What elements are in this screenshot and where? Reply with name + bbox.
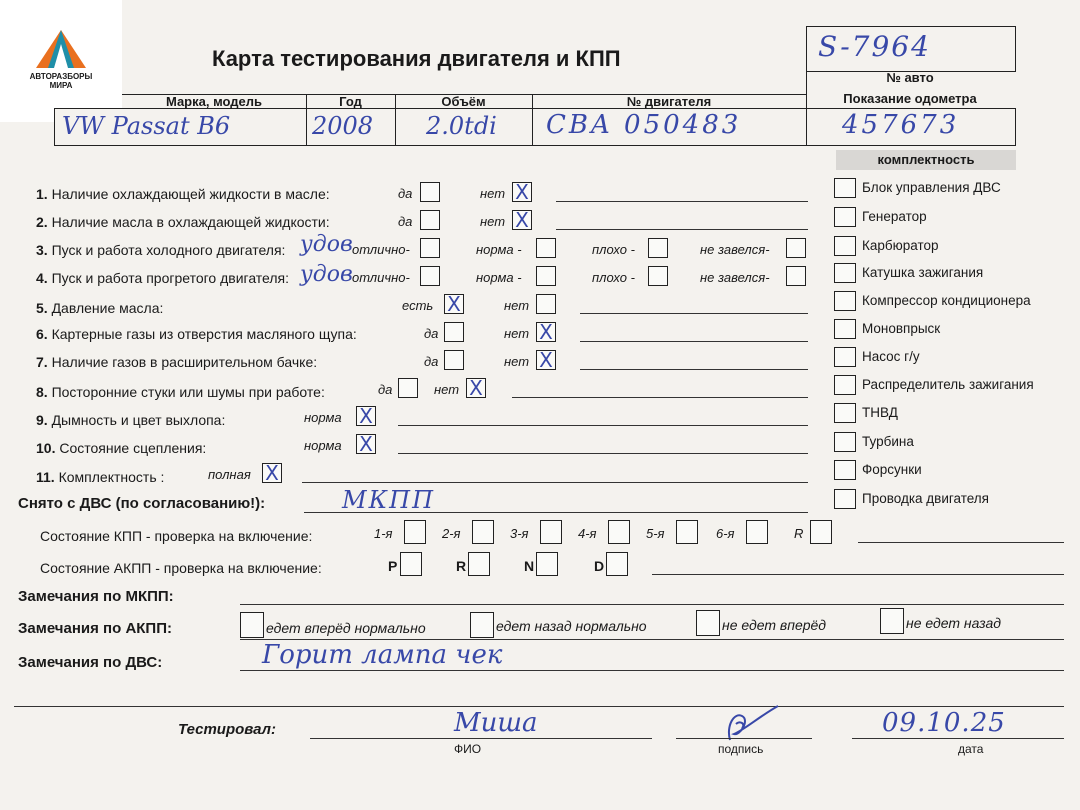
q11-text (36, 469, 164, 485)
engine-no-label: № двигателя (626, 94, 712, 109)
date-label: дата (958, 742, 984, 756)
kpp-gear-checkbox[interactable] (404, 520, 426, 544)
komp-item-label: Катушка зажигания (862, 265, 984, 280)
q1-yes-checkbox[interactable] (420, 182, 440, 202)
akpp-line (652, 574, 1064, 575)
q7-no-checkbox[interactable]: X (536, 350, 556, 370)
komp-item-label: Проводка двигателя (862, 491, 989, 506)
q7-label: Наличие газов в расширительном бачке: (51, 354, 318, 370)
col-divider-4 (806, 70, 807, 146)
komp-item-checkbox[interactable] (834, 432, 856, 452)
q1-no-label: нет (480, 186, 506, 201)
q4-opt2-checkbox[interactable] (536, 266, 556, 286)
tested-label: Тестировал: (178, 721, 276, 738)
q3-opt1: отлично- (352, 242, 410, 257)
q9-label: Дымность и цвет выхлопа: (51, 412, 226, 428)
q10-label: Состояние сцепления: (59, 440, 207, 456)
q10-text (36, 440, 206, 456)
make-value: VW Passat B6 (62, 112, 231, 140)
volume-value: 2.0tdi (426, 112, 497, 140)
q5-num: 5. (36, 300, 48, 316)
volume-label: Объём (441, 94, 486, 109)
akpp-no-back-checkbox[interactable] (880, 608, 904, 634)
akpp-no-fwd-label: не едет вперёд (722, 617, 827, 633)
q2-yes-checkbox[interactable] (420, 210, 440, 230)
q8-text (36, 384, 325, 400)
q8-no-label: нет (434, 382, 460, 397)
q8-yes-checkbox[interactable] (398, 378, 418, 398)
komp-item-label: Генератор (862, 209, 927, 224)
kpp-label: Состояние КПП - проверка на включение: (40, 528, 313, 544)
q1-text (36, 186, 330, 202)
q4-opt4: не завелся- (700, 270, 770, 285)
kpp-gear-label: 5-я (646, 526, 665, 541)
kpp-gear-label: 4-я (578, 526, 597, 541)
akpp-no-fwd-checkbox[interactable] (696, 610, 720, 636)
q2-text (36, 214, 330, 230)
q4-opt2: норма - (476, 270, 522, 285)
q4-handwriting: удов (300, 262, 353, 287)
q9-line (398, 425, 808, 426)
q6-no-checkbox[interactable]: X (536, 322, 556, 342)
fio-line (310, 738, 652, 739)
q4-opt4-checkbox[interactable] (786, 266, 806, 286)
odometer-value: 457673 (842, 110, 960, 140)
q1-line (556, 201, 808, 202)
komp-item-checkbox[interactable] (834, 375, 856, 395)
removed-line (304, 512, 808, 513)
card-number: S-7964 (818, 30, 931, 63)
q7-text (36, 354, 317, 370)
komp-item-checkbox[interactable] (834, 319, 856, 339)
kpp-gear-checkbox[interactable] (472, 520, 494, 544)
q5-line (580, 313, 808, 314)
q8-num: 8. (36, 384, 48, 400)
komp-item-label: Турбина (862, 434, 914, 449)
q8-no-checkbox[interactable]: X (466, 378, 486, 398)
q9-num: 9. (36, 412, 48, 428)
date-value: 09.10.25 (882, 708, 1006, 738)
q11-label: Комплектность : (58, 469, 165, 485)
q5-text (36, 300, 163, 316)
kpp-gear-label: 1-я (374, 526, 393, 541)
komp-item-checkbox[interactable] (834, 291, 856, 311)
q9-opt-label: норма (304, 410, 342, 425)
q1-num: 1. (36, 186, 48, 202)
q11-num: 11. (36, 469, 55, 485)
q11-line (302, 482, 808, 483)
q4-opt3-checkbox[interactable] (648, 266, 668, 286)
q6-num: 6. (36, 326, 48, 342)
q4-opt3: плохо - (592, 270, 635, 285)
komp-item-checkbox[interactable] (834, 403, 856, 423)
kpp-gear-checkbox[interactable] (540, 520, 562, 544)
extra-line (14, 706, 1064, 707)
logo-text (18, 72, 104, 90)
akpp-mode-label: R (456, 558, 467, 574)
q1-label: Наличие охлаждающей жидкости в масле: (51, 186, 330, 202)
notes-mkpp-label: Замечания по МКПП: (18, 588, 174, 605)
q1-no-checkbox[interactable]: X (512, 182, 532, 202)
q3-opt2: норма - (476, 242, 522, 257)
removed-value: МКПП (342, 486, 436, 514)
q2-yes-label: да (398, 214, 413, 229)
sign-label: подпись (718, 742, 764, 756)
q3-opt3-checkbox[interactable] (648, 238, 668, 258)
q2-no-label: нет (480, 214, 506, 229)
komp-item-checkbox[interactable] (834, 460, 856, 480)
year-value: 2008 (312, 112, 374, 140)
akpp-mode-checkbox[interactable] (468, 552, 490, 576)
car-no-label: № авто (886, 70, 934, 85)
akpp-mode-checkbox[interactable] (536, 552, 558, 576)
q5-no-checkbox[interactable] (536, 294, 556, 314)
notes-akpp-label: Замечания по АКПП: (18, 620, 172, 637)
q2-no-checkbox[interactable]: X (512, 210, 532, 230)
q3-label: Пуск и работа холодного двигателя: (51, 242, 286, 258)
kpp-gear-checkbox[interactable] (810, 520, 832, 544)
odometer-label: Показание одометра (843, 91, 977, 106)
akpp-back-ok-checkbox[interactable] (470, 612, 494, 638)
q7-line (580, 369, 808, 370)
q7-yes-label: да (424, 354, 439, 369)
komp-item-label: Карбюратор (862, 238, 939, 253)
q5-no-label: нет (504, 298, 530, 313)
kpp-gear-checkbox[interactable] (676, 520, 698, 544)
akpp-back-ok-label: едет назад нормально (496, 618, 647, 634)
q5-yes-checkbox[interactable]: X (444, 294, 464, 314)
make-label: Марка, модель (165, 94, 263, 109)
removed-label: Снято с ДВС (по согласованию!): (18, 495, 266, 512)
q2-line (556, 229, 808, 230)
komp-item-label: Блок управления ДВС (862, 180, 1001, 195)
akpp-label: Состояние АКПП - проверка на включение: (40, 560, 322, 576)
komp-item-label: Насос г/у (862, 349, 920, 364)
notes-dvs-line (240, 670, 1064, 671)
year-label: Год (339, 94, 362, 109)
kpp-gear-label: 2-я (442, 526, 461, 541)
kpp-gear-label: 6-я (716, 526, 735, 541)
kpp-gear-checkbox[interactable] (608, 520, 630, 544)
akpp-no-back-label: не едет назад (906, 615, 1001, 631)
q10-num: 10. (36, 440, 56, 456)
kpp-gear-label: 3-я (510, 526, 529, 541)
q2-num: 2. (36, 214, 48, 230)
akpp-mode-label: N (524, 558, 535, 574)
komp-item-label: Компрессор кондиционера (862, 293, 1031, 308)
komp-item-checkbox[interactable] (834, 489, 856, 509)
q5-label: Давление масла: (51, 300, 164, 316)
q7-num: 7. (36, 354, 48, 370)
signature-icon (700, 702, 790, 746)
komp-item-label: Моновпрыск (862, 321, 941, 336)
kpp-gear-checkbox[interactable] (746, 520, 768, 544)
akpp-fwd-ok-label: едет вперёд нормально (266, 620, 426, 636)
q4-text (36, 270, 289, 286)
fio-label: ФИО (454, 742, 482, 756)
q6-label: Картерные газы из отверстия масляного щупа: (51, 326, 357, 342)
kpp-line (858, 542, 1064, 543)
q7-yes-checkbox[interactable] (444, 350, 464, 370)
q11-opt-checkbox[interactable]: X (262, 463, 282, 483)
sign-line (676, 738, 812, 739)
komp-item-checkbox[interactable] (834, 263, 856, 283)
komp-item-checkbox[interactable] (834, 207, 856, 227)
akpp-mode-label: P (388, 558, 398, 574)
notes-dvs-label: Замечания по ДВС: (18, 654, 163, 671)
komp-item-label: Форсунки (862, 462, 922, 477)
q11-opt-label: полная (208, 467, 251, 482)
q3-opt3: плохо - (592, 242, 635, 257)
notes-mkpp-line (240, 604, 1064, 605)
logo-line1: АВТОРАЗБОРЫ (29, 72, 93, 81)
q6-yes-label: да (424, 326, 439, 341)
q3-num: 3. (36, 242, 48, 258)
page-title: Карта тестирования двигателя и КПП (212, 46, 621, 71)
komp-item-checkbox[interactable] (834, 178, 856, 198)
q6-line (580, 341, 808, 342)
komp-item-label: ТНВД (862, 405, 898, 420)
komp-title: комплектность (836, 150, 1016, 170)
akpp-fwd-ok-checkbox[interactable] (240, 612, 264, 638)
komp-item-checkbox[interactable] (834, 347, 856, 367)
q4-num: 4. (36, 270, 48, 286)
q1-yes-label: да (398, 186, 413, 201)
q3-opt1-checkbox[interactable] (420, 238, 440, 258)
date-line (852, 738, 1064, 739)
q3-handwriting: удов (300, 232, 353, 257)
logo-icon (34, 28, 88, 72)
q9-opt-checkbox[interactable]: X (356, 406, 376, 426)
q3-opt4: не завелся- (700, 242, 770, 257)
q8-label: Посторонние стуки или шумы при работе: (51, 384, 325, 400)
akpp-mode-label: D (594, 558, 605, 574)
q8-line (512, 397, 808, 398)
logo-line2: МИРА (49, 81, 73, 90)
komp-item-label: Распределитель зажигания (862, 377, 1034, 392)
q7-no-label: нет (504, 354, 530, 369)
notes-dvs-value: Горит лампа чек (262, 640, 503, 670)
akpp-mode-checkbox[interactable] (400, 552, 422, 576)
logo-area (0, 0, 122, 122)
q4-label: Пуск и работа прогретого двигателя: (51, 270, 290, 286)
engine-value: CBA 050483 (546, 110, 742, 140)
kpp-gear-label: R (794, 526, 804, 541)
q3-opt4-checkbox[interactable] (786, 238, 806, 258)
q3-opt2-checkbox[interactable] (536, 238, 556, 258)
q10-opt-label: норма (304, 438, 342, 453)
q6-text (36, 326, 357, 342)
komp-item-checkbox[interactable] (834, 236, 856, 256)
tester-name: Миша (454, 708, 538, 738)
q8-yes-label: да (378, 382, 393, 397)
q10-line (398, 453, 808, 454)
q6-no-label: нет (504, 326, 530, 341)
q4-opt1: отлично- (352, 270, 410, 285)
akpp-mode-checkbox[interactable] (606, 552, 628, 576)
q10-opt-checkbox[interactable]: X (356, 434, 376, 454)
q2-label: Наличие масла в охлаждающей жидкости: (51, 214, 330, 230)
q5-yes-label: есть (402, 298, 434, 313)
q3-text (36, 242, 285, 258)
q9-text (36, 412, 225, 428)
q6-yes-checkbox[interactable] (444, 322, 464, 342)
q4-opt1-checkbox[interactable] (420, 266, 440, 286)
